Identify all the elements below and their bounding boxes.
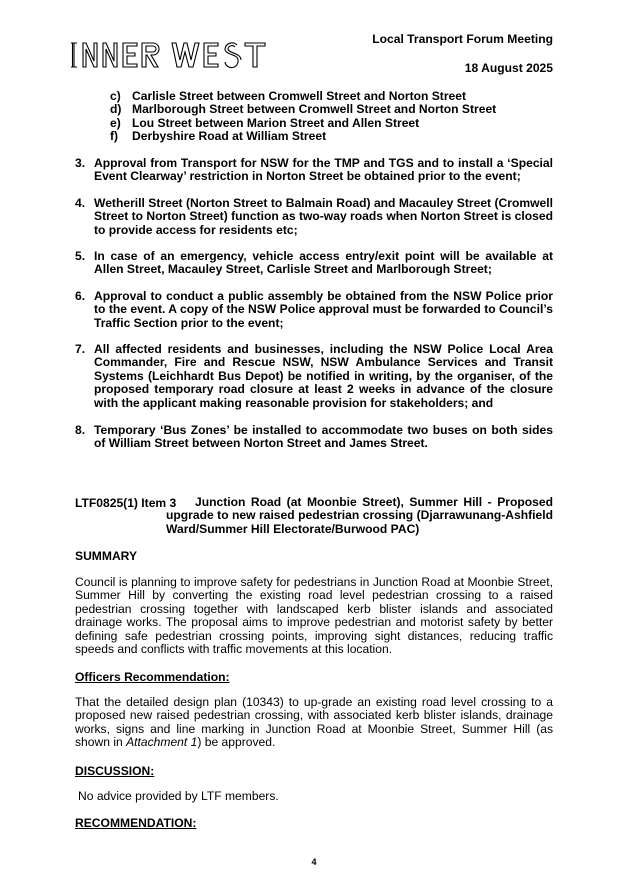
summary-text: Council is planning to improve safety for pedestrians in Junction Road at Moonbie Street, Summer Hill by converting the existing road level pedestrian crossing to a raised pedestrian crossing together with landscaped kerb blister islands and associated drainage works. The proposal aims to improve pedestrian and motorist safety by better defining safe pedestrian crossing points, improving sight distances, reducing traffic speeds and conflicts with traffic movements at this location. (75, 575, 553, 657)
condition-text: Approval to conduct a public assembly be obtained from the NSW Police prior to the event. A copy of the NSW Police approval must be forwarded to Council’s Traffic Section prior to the event; (94, 289, 553, 330)
list-item-text: Lou Street between Marion Street and Allen Street (132, 115, 420, 130)
meeting-date: 18 August 2025 (464, 61, 553, 75)
officers-text-part: ) be approved. (197, 735, 276, 750)
item-code: LTF0825(1) Item 3 (75, 496, 177, 510)
street-sublist (110, 90, 496, 144)
list-item-letter: d) (110, 102, 122, 117)
item-title: Junction Road (at Moonbie Street), Summer Hill - Proposed upgrade to new raised pedestrian crossing (Djarrawunang-Ashfield Ward/Summer Hill Electorate/Burwood PAC) (166, 495, 553, 536)
officers-text-part: That the detailed design plan (10343) to up-grade an existing road level crossing to a proposed new raised pedestrian crossing, with associated kerb blister islands, drainage works, signs and line marking in Junction Road at Moonbie Street, Summer Hill (as shown in (75, 695, 553, 750)
list-item (110, 117, 496, 130)
condition-number: 4. (75, 196, 86, 210)
list-item (110, 103, 496, 116)
condition-number: 8. (75, 423, 86, 437)
summary-heading: SUMMARY (75, 549, 138, 563)
page-number: 4 (311, 857, 317, 867)
condition-number: 6. (75, 289, 86, 303)
officers-recommendation-heading: Officers Recommendation: (75, 670, 230, 684)
list-item-letter: e) (110, 115, 121, 130)
condition-text: In case of an emergency, vehicle access entry/exit point will be available at Allen Street, Macauley Street, Carlisle Street and Marlborough Street; (94, 249, 553, 277)
condition-text: All affected residents and businesses, including the NSW Police Local Area Commander, Fire and Rescue NSW, NSW Ambulance Services and Transit Systems (Leichhardt Bus Depot) be notified in writing, by the organiser, of the proposed temporary road closure at least 2 weeks in advance of the closure with the applicant making reasonable provision for stakeholders; and (94, 342, 553, 410)
list-item-text: Derbyshire Road at William Street (132, 129, 327, 144)
discussion-text: No advice provided by LTF members. (78, 789, 279, 803)
recommendation-heading: RECOMMENDATION: (75, 816, 197, 830)
meeting-title: Local Transport Forum Meeting (372, 32, 553, 46)
attachment-reference: Attachment 1 (126, 735, 198, 750)
inner-west-logo (69, 40, 269, 70)
condition-text: Temporary ‘Bus Zones’ be installed to accommodate two buses on both sides of William Street between Norton Street and James Street. (94, 423, 553, 451)
list-item-text: Marlborough Street between Cromwell Street and Norton Street (132, 102, 497, 117)
inner-west-logo-icon (69, 40, 269, 70)
list-item (110, 90, 496, 103)
list-item-letter: f) (110, 129, 119, 144)
list-item-letter: c) (110, 89, 121, 103)
discussion-heading: DISCUSSION: (75, 764, 155, 778)
list-item (110, 130, 496, 143)
officers-recommendation-text (75, 696, 553, 750)
condition-text: Wetherill Street (Norton Street to Balmain Road) and Macauley Street (Cromwell Street to Norton Street) function as two-way roads when Norton Street is closed to provide access for residents etc; (94, 196, 553, 237)
condition-number: 5. (75, 249, 86, 263)
list-item-text: Carlisle Street between Cromwell Street and Norton Street (132, 89, 467, 103)
condition-text: Approval from Transport for NSW for the TMP and TGS and to install a ‘Special Event Clearway’ restriction in Norton Street be obtained prior to the event; (94, 156, 553, 184)
condition-number: 7. (75, 342, 86, 356)
condition-number: 3. (75, 156, 86, 170)
